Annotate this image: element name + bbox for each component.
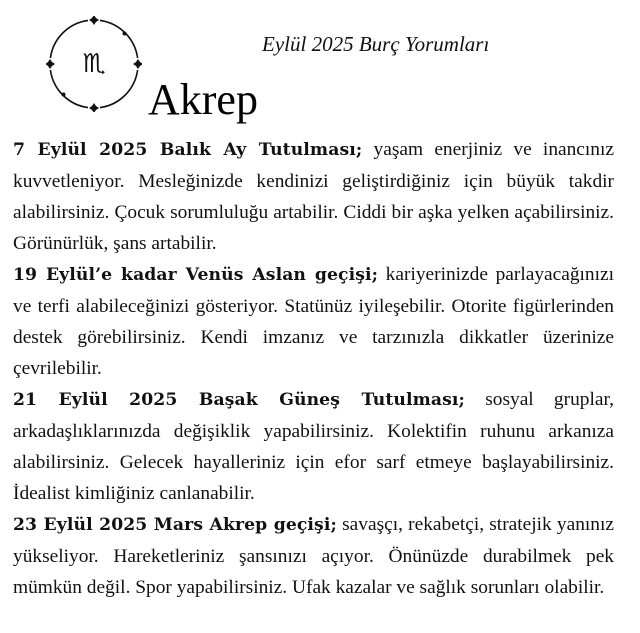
section-text: yaşam enerjiniz ve inancınız kuvvetleniyor. Mesleğinizde kendinizi geliştirdiğiniz için büyük takdir alabilirsiniz. Çocuk sorumluluğu artabilir. Ciddi bir aşka yelken açabilirsiniz. Görünürlük, şans artabilir. <box>13 139 614 254</box>
scorpio-glyph: ♏ <box>82 49 106 79</box>
section-text: savaşçı, rekabetçi, stratejik yanınız yükseliyor. Hareketleriniz şansınızı açıyor. Önünüzde durabilmek pek mümkün değil. Spor yapabilirsiniz. Ufak kazalar ve sağlık sorunları olabilir. <box>13 514 614 598</box>
section-paragraph <box>13 134 614 259</box>
sign-name: Akrep <box>148 75 258 124</box>
section-paragraph <box>13 509 614 603</box>
scorpio-emblem <box>46 16 142 112</box>
horoscope-body <box>13 134 614 603</box>
section-text: kariyerinizde parlayacağınızı ve terfi alabileceğinizi gösteriyor. Statünüz iyileşebilir. Otorite figürlerinden destek görebilirsiniz. Kendi imzanız ve tarzınızla dikkatler üzerinize çevrilebilir. <box>13 264 614 379</box>
scorpio-icon <box>46 16 142 112</box>
page-title: Eylül 2025 Burç Yorumları <box>262 32 490 56</box>
section-heading: 21 Eylül 2025 Başak Güneş Tutulması; <box>13 390 465 410</box>
section-paragraph <box>13 384 614 509</box>
section-text: sosyal gruplar, arkadaşlıklarınızda değişiklik yapabilirsiniz. Kolektifin ruhunu arkanıza alabilirsiniz. Gelecek hayalleriniz için efor sarf etmeye başlayabilirsiniz. İdealist kimliğiniz canlanabilir. <box>13 389 614 504</box>
section-heading: 23 Eylül 2025 Mars Akrep geçişi; <box>13 515 337 535</box>
section-paragraph <box>13 259 614 384</box>
section-heading: 7 Eylül 2025 Balık Ay Tutulması; <box>13 140 363 160</box>
section-heading: 19 Eylül’e kadar Venüs Aslan geçişi; <box>13 265 379 285</box>
